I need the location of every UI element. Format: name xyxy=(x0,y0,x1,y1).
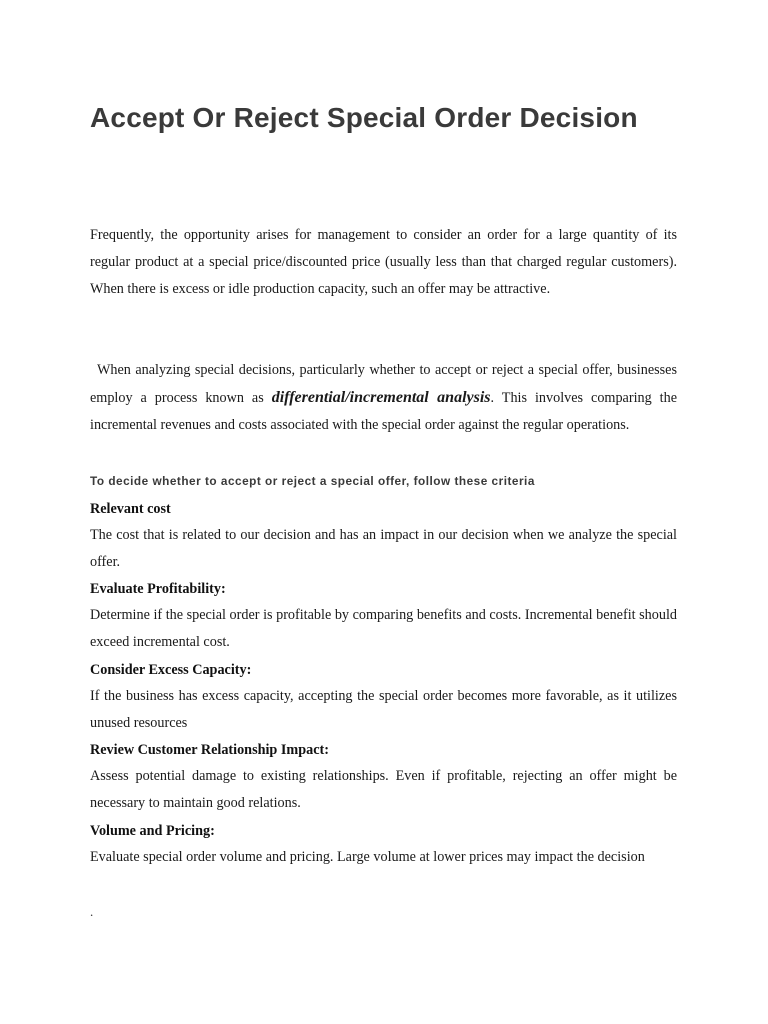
criterion-text: Determine if the special order is profitable by comparing benefits and costs. Incremental benefit should exceed incremental cost. xyxy=(90,607,677,650)
trailing-mark: . xyxy=(90,904,94,919)
criterion-heading: Volume and Pricing: xyxy=(90,823,215,839)
criterion-excess-capacity xyxy=(90,657,677,737)
criterion-volume-pricing xyxy=(90,818,677,871)
analysis-text-after: . This involves comparing the incremental revenues and costs associated with the special order against the regular operations. xyxy=(90,390,678,433)
criterion-heading: Review Customer Relationship Impact: xyxy=(90,742,329,758)
criterion-text: Assess potential damage to existing relationships. Even if profitable, rejecting an offer might be necessary to maintain good relations. xyxy=(90,768,677,811)
criteria-heading: To decide whether to accept or reject a special offer, follow these criteria xyxy=(90,474,535,488)
criterion-evaluate-profitability xyxy=(90,576,677,656)
criterion-relevant-cost xyxy=(90,496,677,576)
document-title: Accept Or Reject Special Order Decision xyxy=(90,102,638,133)
criterion-text: The cost that is related to our decision and has an impact in our decision when we analyze the special offer. xyxy=(90,527,677,570)
criterion-heading: Consider Excess Capacity: xyxy=(90,662,252,678)
analysis-text-before: When analyzing special decisions, particularly whether to accept or reject a special offer, businesses employ a process known as xyxy=(90,362,677,406)
criterion-heading: Relevant cost xyxy=(90,501,171,517)
intro-paragraph: Frequently, the opportunity arises for management to consider an order for a large quantity of its regular product at a special price/discounted price (usually less than that charged regular customers). When there is excess or idle production capacity, such an offer may be attractive. xyxy=(90,227,677,297)
criterion-text: If the business has excess capacity, accepting the special order becomes more favorable, as it utilizes unused resources xyxy=(90,688,677,731)
criterion-heading: Evaluate Profitability: xyxy=(90,581,226,597)
analysis-paragraph xyxy=(90,357,677,439)
analysis-emphasis: differential/incremental analysis xyxy=(271,389,491,406)
criterion-text: Evaluate special order volume and pricing. Large volume at lower prices may impact the decision xyxy=(90,849,645,865)
criterion-customer-relationship xyxy=(90,737,677,817)
